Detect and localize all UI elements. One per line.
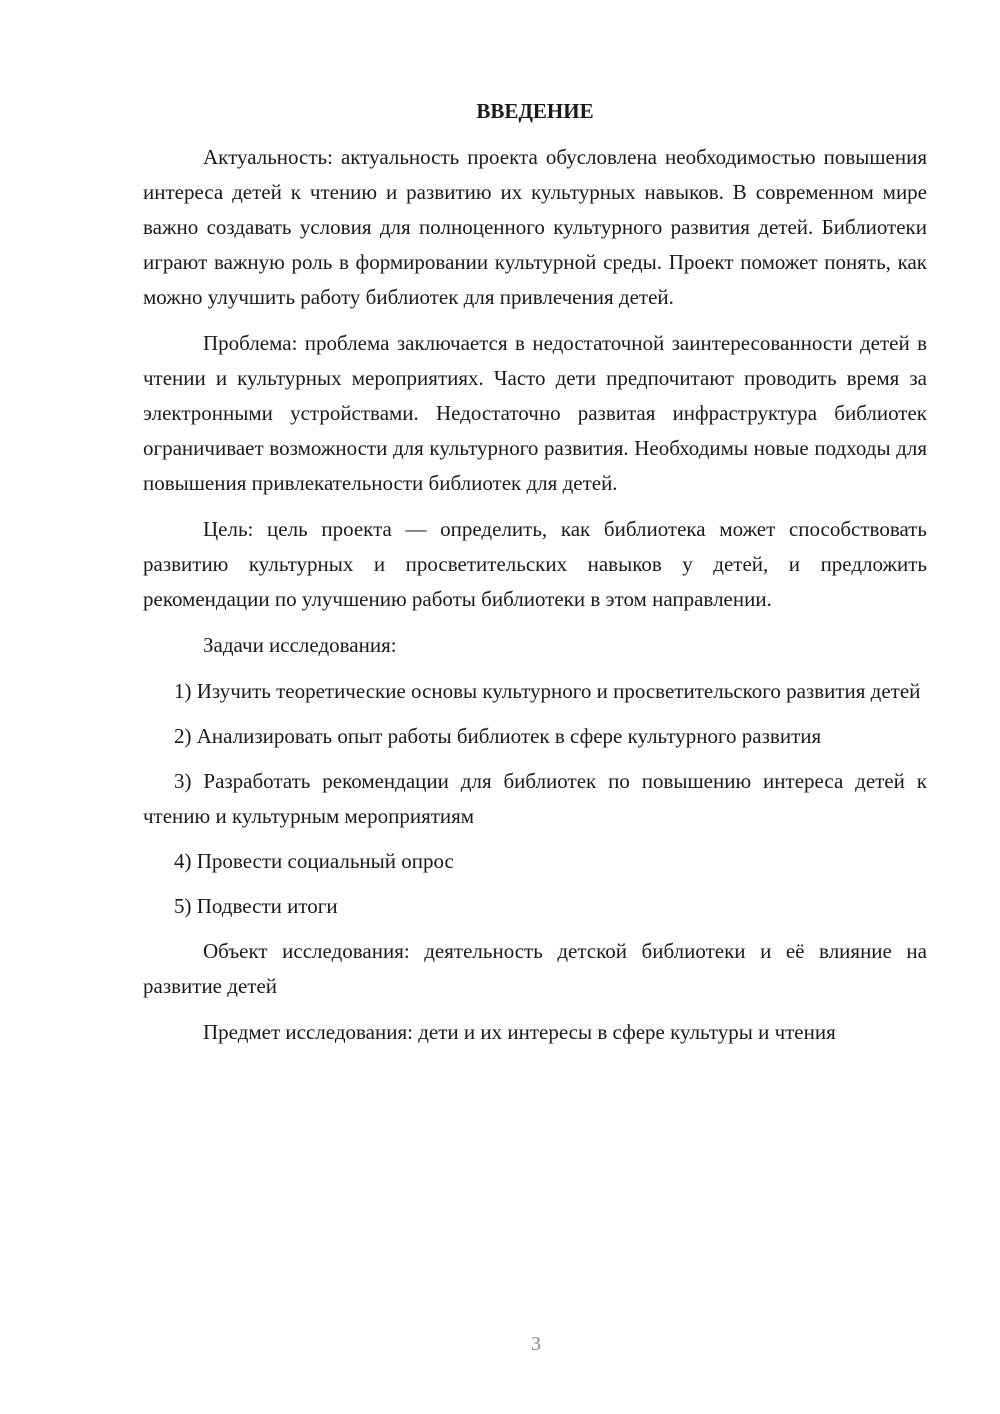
tasks-list (143, 674, 927, 924)
paragraph-goal: Цель: цель проекта — определить, как библиотека может способствовать развитию культурных и просветительских навыков у детей, и предложить рекомендации по улучшению работы библиотеки в этом направлении. (143, 517, 927, 611)
page-number: 3 (531, 1333, 541, 1355)
paragraph-subject: Предмет исследования: дети и их интересы в сфере культуры и чтения (203, 1020, 836, 1044)
tasks-heading: Задачи исследования: (203, 633, 397, 657)
list-item: 1) Изучить теоретические основы культурного и просветительского развития детей (174, 679, 921, 703)
paragraph-relevance: Актуальность: актуальность проекта обусловлена необходимостью повышения интереса детей к чтению и развитию их культурных навыков. В современном мире важно создавать условия для полноценного культурного развития детей. Библиотеки играют важную роль в формировании культурной среды. Проект поможет понять, как можно улучшить работу библиотек для привлечения детей. (143, 145, 927, 309)
section-title: ВВЕДЕНИЕ (476, 99, 594, 123)
paragraph-problem: Проблема: проблема заключается в недостаточной заинтересованности детей в чтении и культурных мероприятиях. Часто дети предпочитают проводить время за электронными устройствами. Недостаточно развитая инфраструктура библиотек ограничивает возможности для культурного развития. Необходимы новые подходы для повышения привлекательности библиотек для детей. (143, 331, 927, 495)
list-item: 2) Анализировать опыт работы библиотек в сфере культурного развития (174, 724, 822, 748)
page-content (143, 96, 927, 1061)
paragraph-object: Объект исследования: деятельность детской библиотеки и её влияние на развитие детей (143, 939, 927, 998)
list-item: 5) Подвести итоги (174, 894, 338, 918)
list-item: 4) Провести социальный опрос (174, 849, 454, 873)
list-item: 3) Разработать рекомендации для библиотек по повышению интереса детей к чтению и культурным мероприятиям (143, 769, 927, 828)
